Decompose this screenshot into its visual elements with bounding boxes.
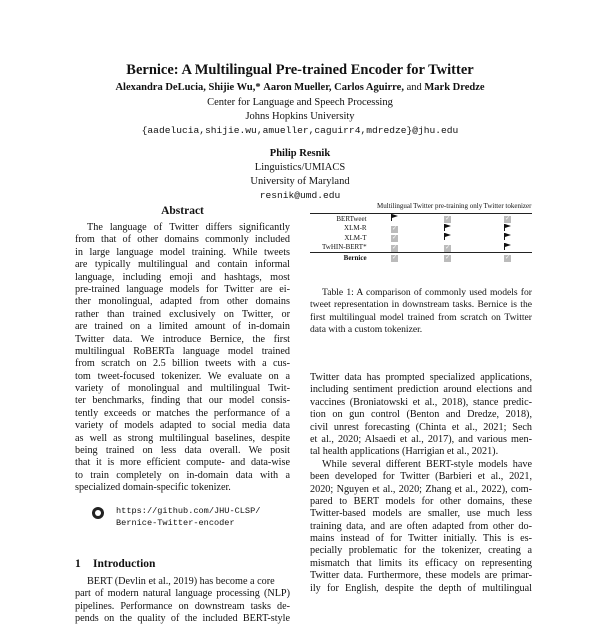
text-line: specialized domain-specific tokenizer. [75,482,231,494]
table-row [310,253,532,263]
author-name: Philip Resnik [269,148,331,159]
text-line: pecially problematic for the tokenizer, creating a [310,545,532,557]
flag-icon [444,233,451,240]
model-name: XLM-R [344,224,367,233]
table-cell [483,224,532,234]
table-cell [483,214,532,224]
introduction-text [75,576,290,626]
author-emails: {aadelucia,shijie.wu,amueller,caguirr4,mdredze}@jhu.edu [141,125,459,136]
author-list [0,82,600,93]
text-line: pre-trained language models for Twitter are ei- [75,283,290,295]
column-header: Twitter tokenizer [483,202,532,214]
text-line: variety of models adapted to social media data [75,420,290,432]
text-line: data with a custom tokenizer. [310,324,423,336]
text-line: being trained on less data overall. We posit [75,445,290,457]
text-line: ily for English, despite the depth of multilingual [310,582,532,594]
table-cell [483,233,532,243]
body-text [310,372,532,595]
text-line: mains instead of for Twitter initially. This is es- [310,533,532,545]
author-email: resnik@umd.edu [259,190,341,201]
text-line: multilingual RoBERTa language model trained [75,345,290,357]
text-line: been developed for Twitter (Barbieri et al., 2021, [310,471,532,483]
text-line: vaccines (Broniatowski et al., 2018), stance predic- [310,396,532,408]
text-line: pipelines. Performance on downstream tasks de- [75,600,290,612]
text-line: tweet representation in downstream tasks. Bernice is the [310,299,532,311]
text-line: tal health applications (Harrigian et al., 2021). [310,446,499,458]
text-line: rather than trained exclusively on Twitter, or [75,308,290,320]
affiliation: Center for Language and Speech Processing [207,97,393,108]
flag-icon [504,243,511,250]
table-cell [412,224,483,234]
text-line: mismatch that limits its efficacy on representing [310,557,532,569]
abstract-heading: Abstract [161,205,204,217]
text-line: civil unrest forecasting (Chinta et al., 2021; Sech [310,421,532,433]
author-name: Aaron Mueller, [263,82,332,93]
comparison-table [310,202,532,263]
paper-title: Bernice: A Multilingual Pre-trained Encoder for Twitter [126,62,474,78]
text-line: pared to BERT models for other domains, these [310,495,532,507]
flag-icon [504,233,511,240]
model-name: Bernice [310,253,377,263]
checkmark-icon: ✓ [391,244,397,251]
column-header: Twitter pre-training only [412,202,483,214]
abstract-text [75,222,290,495]
text-line: Twitter data. We introduce Bernice, the first [75,333,290,345]
table-cell [377,243,413,253]
model-name: BERTweet [336,214,367,223]
table-row [310,224,532,234]
table-row [310,214,532,224]
github-url[interactable]: https://github.com/JHU-CLSP/ Bernice-Twitter-encoder [116,506,261,528]
author-conjunction: and [406,82,422,93]
text-line: Twitter data has prompted specialized applications, [310,372,532,383]
table-cell [412,253,483,263]
text-line: Table 1: A comparison of commonly used models for [322,287,532,298]
text-line: ther monolingual, adapted from other domains [75,296,290,308]
university: Johns Hopkins University [245,111,355,122]
github-icon [92,507,104,519]
checkmark-icon: ✓ [445,216,451,223]
text-line: tom tweet-focused tokenizer. We evaluate on a [75,370,290,382]
table-caption [310,287,532,337]
author-name: Carlos Aguirre, [334,82,404,93]
text-line: tion on gun control (Benton and Dredze, 2018), [310,409,532,421]
text-line: are typically multilingual and contain informal [75,259,290,271]
checkmark-icon: ✓ [391,235,397,242]
flag-icon [504,224,511,231]
text-line: as well as strong multilingual baselines, despite [75,432,290,444]
text-line: Twitter data. Furthermore, these models are primar- [310,570,532,582]
table-cell [377,233,413,243]
text-line: in large language model training. While tweets [75,246,290,258]
author-name: Mark Dredze [424,82,485,93]
text-line: et al., 2020; Alsaedi et al., 2017), and various men- [310,433,532,445]
checkmark-icon: ✓ [391,255,397,262]
flag-icon [444,224,451,231]
text-line: are trained on a limited amount of in-domain [75,321,290,333]
table-cell [377,214,413,224]
table-row [310,243,532,253]
table-cell [483,253,532,263]
text-line: language, including emoji and hashtags, most [75,271,290,283]
affiliation: Linguistics/UMIACS [254,162,346,173]
text-line: training data, and are often adapted from other do- [310,520,532,532]
model-name: TwHIN-BERT* [322,243,367,252]
text-line: variety of monolingual and multilingual Twit- [75,383,290,395]
text-line: that it is more efficient compute- and data-wise [75,457,290,469]
table-cell [377,253,413,263]
checkmark-icon: ✓ [445,255,451,262]
text-line: 2020; Nguyen et al., 2020; Zhang et al., 2022), com- [310,483,532,495]
text-line: The language of Twitter differs significantly [87,222,290,233]
text-line: part of modern natural language processing (NLP) [75,588,290,600]
table-cell [412,243,483,253]
text-line: Twitter-based models are smaller, use much less [310,508,532,520]
text-line: from scratch on 2.5 billion tweets with a cus- [75,358,290,370]
text-line: While several different BERT-style models have [322,458,532,470]
checkmark-icon: ✓ [504,255,511,262]
author-name: Alexandra DeLucia, [115,82,206,93]
author-name: Shijie Wu,* [208,82,261,93]
flag-icon [391,214,398,221]
table-cell [412,214,483,224]
text-line: including sentiment prediction around elections and [310,384,532,396]
text-line: pends on the quality of the included BERT-style [75,613,290,625]
table-row [310,233,532,243]
section-heading-introduction: 1 Introduction [75,558,156,570]
text-line: from that of other domains commonly included [75,234,290,246]
text-line: tently exceeds or matches the performance of a [75,407,290,419]
text-line: ter benchmarks, finding that our model consis- [75,395,290,407]
table-cell [412,233,483,243]
text-line: to train completely on in-domain data with a [75,469,290,481]
checkmark-icon: ✓ [504,216,511,223]
table-cell [483,243,532,253]
checkmark-icon: ✓ [445,244,451,251]
model-name: XLM-T [344,233,367,242]
checkmark-icon: ✓ [391,225,397,232]
column-header: Multilingual [377,202,413,214]
university: University of Maryland [250,176,350,187]
text-line: first multilingual model trained from scratch on Twitter [310,311,532,323]
table-cell [377,224,413,234]
text-line: BERT (Devlin et al., 2019) has become a core [87,576,275,587]
